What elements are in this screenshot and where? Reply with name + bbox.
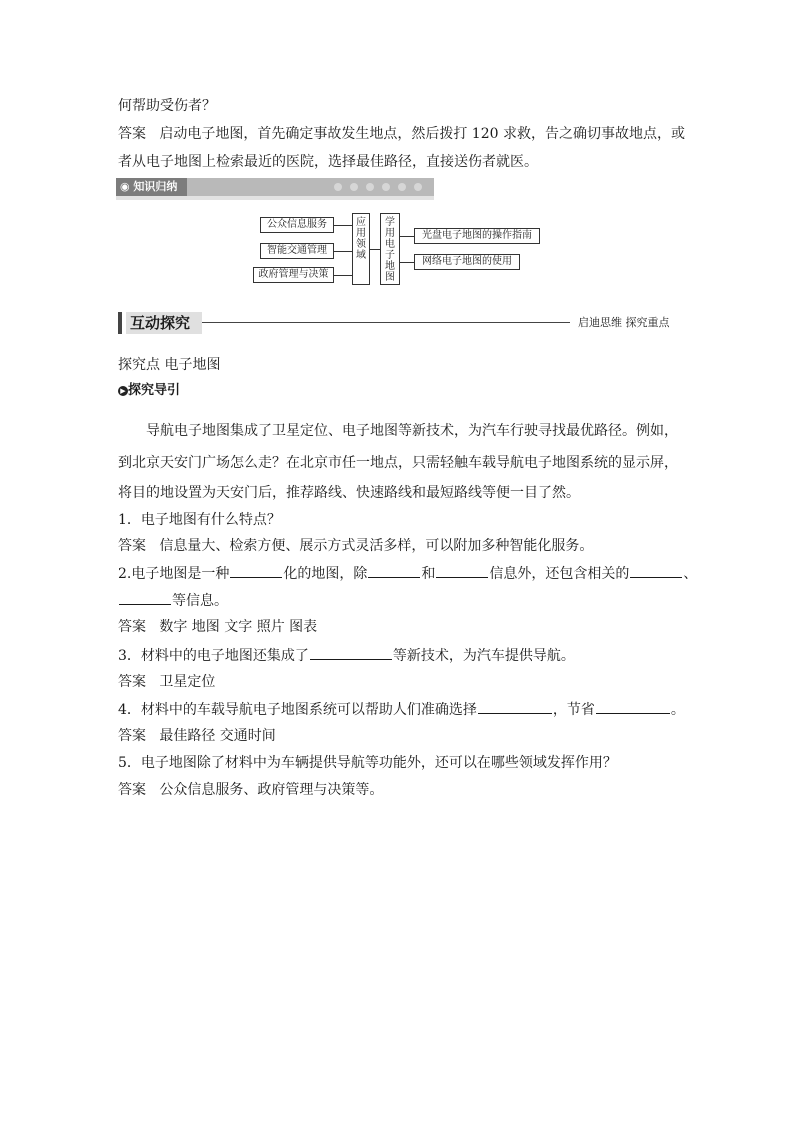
diagram-right-item: 光盘电子地图的操作指南 (414, 228, 540, 244)
connector (334, 225, 352, 226)
answer-label: 答案 (118, 126, 146, 142)
banner-dot (366, 183, 374, 191)
banner-dot (414, 183, 422, 191)
answer-text: 最佳路径 交通时间 (159, 728, 276, 744)
question-1: 1．电子地图有什么特点？ (118, 512, 281, 528)
explore-guide (118, 381, 180, 401)
answer-label: 答案 (118, 619, 146, 635)
banner-dot (398, 183, 406, 191)
question-text: 、 (683, 566, 698, 582)
diagram-left-item: 智能交通管理 (260, 243, 334, 259)
question-2-cont (118, 590, 228, 611)
paragraph-line: 到北京天安门广场怎么走？在北京市任一地点，只需轻触车载导航电子地图系统的显示屏， (118, 455, 678, 471)
answer-text: 信息量大、检索方便、展示方式灵活多样，可以附加多种智能化服务。 (159, 538, 594, 554)
blank (630, 563, 682, 578)
diagram-left-item: 公众信息服务 (260, 217, 334, 233)
answer-3 (118, 672, 215, 692)
answer-1 (118, 536, 593, 556)
question-text: 化的地图，除 (283, 566, 368, 582)
middle-box-label: 学用电子地图 (385, 217, 395, 283)
section-rule (202, 322, 570, 323)
question-text: 3．材料中的电子地图还集成了 (118, 648, 309, 664)
section-subtitle: 启迪思维 探究重点 (578, 316, 670, 329)
diagram-left-item: 政府管理与决策 (253, 267, 334, 283)
answer-text: 启动电子地图，首先确定事故发生地点，然后拨打 120 求救，告之确切事故地点，或 (159, 126, 685, 142)
question-text: 。 (670, 702, 685, 718)
connector (400, 236, 414, 237)
blank (368, 563, 420, 578)
answer-5 (118, 780, 383, 800)
blank (478, 699, 552, 714)
blank (119, 590, 171, 605)
banner-dot (334, 183, 342, 191)
question-tail: 何帮助受伤者？ (118, 98, 216, 114)
blank (596, 699, 670, 714)
answer-continued: 者从电子地图上检索最近的医院，选择最佳路径，直接送伤者就医。 (118, 154, 538, 170)
question-3 (118, 645, 575, 666)
knowledge-banner-label: ◉ 知识归纳 (116, 178, 187, 196)
paragraph-line: 将目的地设置为天安门后，推荐路线、快速路线和最短路线等便一目了然。 (118, 485, 580, 501)
question-text: 2.电子地图是一种 (118, 566, 230, 582)
question-text: 和 (421, 566, 436, 582)
answer-label: 答案 (118, 674, 146, 690)
connector (334, 251, 352, 252)
question-text: 等新技术，为汽车提供导航。 (392, 648, 575, 664)
question-4 (118, 699, 685, 720)
answer-text: 数字 地图 文字 照片 图表 (159, 619, 318, 635)
question-text: 等信息。 (172, 593, 228, 609)
connector (400, 262, 414, 263)
question-text: 4．材料中的车载导航电子地图系统可以帮助人们准确选择 (118, 702, 477, 718)
play-icon: ▶ (118, 386, 128, 396)
explore-point: 探究点 电子地图 (118, 357, 221, 373)
connector (370, 249, 380, 250)
blank (436, 563, 488, 578)
question-2 (118, 563, 697, 584)
blank (310, 645, 392, 660)
knowledge-banner (116, 178, 434, 196)
answer-2 (118, 617, 317, 637)
question-text: 信息外，还包含相关的 (489, 566, 630, 582)
center-box-label: 应用领域 (356, 217, 366, 261)
section-bar (118, 312, 122, 334)
section-title: 互动探究 (126, 312, 202, 334)
banner-dot (382, 183, 390, 191)
answer-4 (118, 726, 276, 746)
diagram-right-item: 网络电子地图的使用 (414, 254, 520, 270)
paragraph-line: 导航电子地图集成了卫星定位、电子地图等新技术，为汽车行驶寻找最优路径。例如， (146, 423, 678, 439)
answer-line (118, 124, 685, 144)
diagram-middle-box (380, 213, 400, 285)
question-text: ，节省 (552, 702, 595, 718)
banner-dot (350, 183, 358, 191)
connector (334, 275, 352, 276)
diagram-center-box (352, 213, 370, 285)
answer-label: 答案 (118, 782, 146, 798)
answer-label: 答案 (118, 728, 146, 744)
question-5: 5．电子地图除了材料中为车辆提供导航等功能外，还可以在哪些领域发挥作用？ (118, 755, 617, 771)
answer-label: 答案 (118, 538, 146, 554)
explore-guide-label: 探究导引 (128, 383, 181, 398)
blank (230, 563, 282, 578)
answer-text: 卫星定位 (159, 674, 216, 690)
answer-text: 公众信息服务、政府管理与决策等。 (159, 782, 384, 798)
banner-shadow (116, 196, 434, 200)
